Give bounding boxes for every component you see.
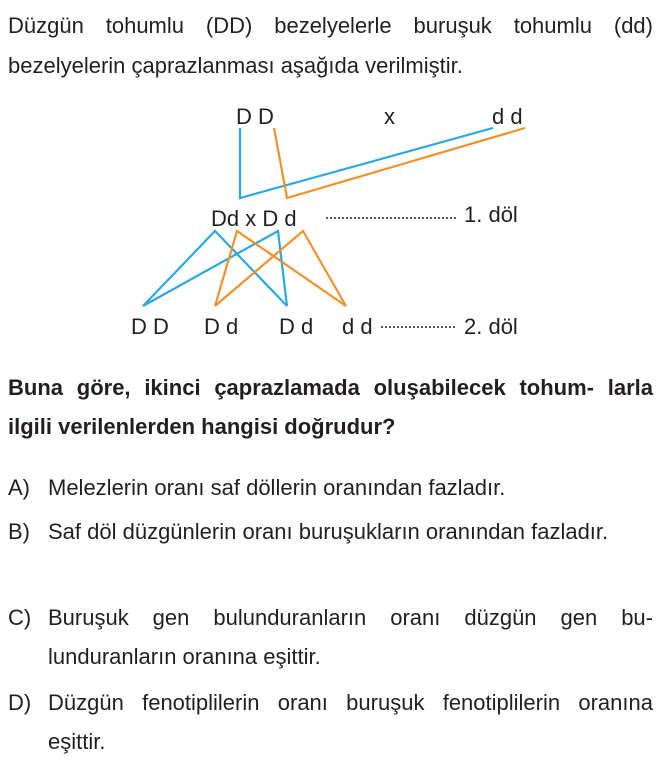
option-d-text: Düzgün fenotiplilerin oranı buruşuk fenotiplilerin oranına eşittir. (48, 690, 653, 754)
option-b[interactable] (8, 512, 653, 551)
option-a-text: Melezlerin oranı saf döllerin oranından fazladır. (48, 475, 506, 500)
f2-offspring-4: d d (342, 314, 373, 339)
f2-offspring-2: D d (204, 314, 239, 339)
parent-right-genotype: d d (492, 104, 523, 129)
option-c[interactable] (8, 598, 653, 676)
option-a[interactable] (8, 468, 653, 507)
parent-left-genotype: D D (236, 104, 274, 129)
option-b-text: Saf döl düzgünlerin oranı buruşukların oranından fazladır. (48, 519, 609, 544)
blue-f2-right (143, 231, 287, 306)
intro-text: Düzgün tohumlu (DD) bezelyelerle buruşuk tohumlu (dd) bezelyelerin çaprazlanması aşağıda verilmiştir. (8, 13, 653, 78)
option-c-text: Buruşuk gen bulunduranların oranı düzgün gen bu- lunduranların oranına eşittir. (48, 605, 653, 669)
option-d-letter: D) (8, 690, 32, 715)
orange-parent-line (274, 128, 525, 198)
blue-parent-line (240, 128, 493, 198)
f1-cross-genotype: Dd x D d (211, 206, 297, 231)
f2-offspring-1: D D (131, 314, 169, 339)
cross-symbol: x (384, 104, 395, 129)
option-a-letter: A) (8, 475, 30, 500)
cross-diagram (0, 0, 659, 360)
option-c-letter: C) (8, 605, 32, 630)
orange-f2-left (215, 231, 346, 306)
option-d[interactable] (8, 683, 653, 761)
f1-label: 1. döl (464, 202, 518, 227)
f2-offspring-3: D d (279, 314, 314, 339)
option-b-letter: B) (8, 519, 30, 544)
question-text: Buna göre, ikinci çaprazlamada oluşabilecek tohum- larla ilgili verilenlerden hangisi doğrudur? (8, 375, 653, 439)
f2-label: 2. döl (464, 314, 518, 339)
